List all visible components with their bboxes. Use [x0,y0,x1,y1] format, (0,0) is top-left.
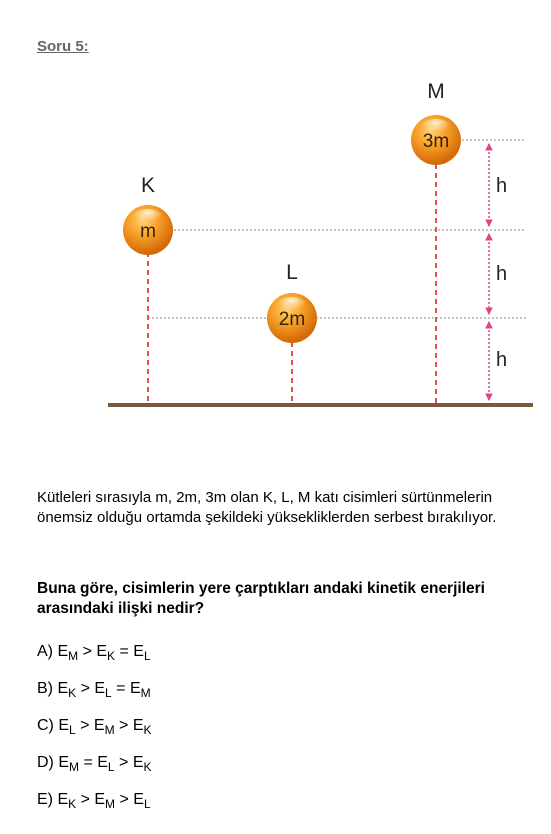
option-operator: > [114,717,133,734]
option-letter: D) [37,754,59,771]
energy-symbol: E [129,680,141,697]
object-letter-m: M [427,80,445,103]
question-text: Buna göre, cisimlerin yere çarptıkları andaki kinetik enerjileri arasındaki ilişki nedir? [37,580,485,617]
energy-symbol: E [132,754,144,771]
energy-symbol: E [94,680,106,697]
energy-subscript: M [140,686,151,700]
energy-subscript: K [143,760,152,774]
mass-label-l: 2m [278,309,306,330]
energy-symbol: E [133,791,144,808]
energy-symbol: E [133,643,144,660]
option-c[interactable] [37,714,152,751]
object-letter-k: K [140,174,156,197]
ground-line [108,403,533,407]
energy-symbol: E [97,754,108,771]
height-label-1: h [496,175,508,197]
energy-subscript: L [105,686,112,700]
question-number: Soru 5: [37,38,89,55]
energy-subscript: M [105,797,116,811]
option-operator: = [79,754,98,771]
energy-subscript: K [107,649,116,663]
energy-symbol: E [57,791,69,808]
energy-symbol: E [96,643,108,660]
option-letter: E) [37,791,58,808]
energy-symbol: E [58,717,69,734]
height-markers [486,144,492,400]
option-operator: > [76,791,95,808]
height-label-2: h [496,263,508,285]
mass-label-m: 3m [422,131,450,152]
option-d[interactable] [37,751,152,788]
height-label-3: h [496,349,508,371]
option-a[interactable] [37,640,152,677]
option-operator: > [115,791,134,808]
energy-subscript: L [69,723,76,737]
energy-symbol: E [94,791,106,808]
option-operator: > [76,680,95,697]
energy-subscript: M [68,649,79,663]
option-letter: A) [37,643,58,660]
physics-figure [0,70,551,420]
option-operator: > [114,754,133,771]
energy-symbol: E [57,680,69,697]
answer-options [37,640,152,825]
option-operator: > [78,643,97,660]
option-e[interactable] [37,788,152,825]
option-operator: > [75,717,94,734]
energy-symbol: E [93,717,105,734]
option-operator: = [115,643,134,660]
energy-subscript: L [143,797,151,811]
energy-subscript: L [143,649,151,663]
option-letter: C) [37,717,59,734]
object-letter-l: L [286,261,298,284]
option-letter: B) [37,680,58,697]
option-b[interactable] [37,677,152,714]
energy-symbol: E [132,717,144,734]
mass-label-k: m [140,221,156,242]
energy-symbol: E [58,754,69,771]
energy-subscript: K [143,723,152,737]
energy-subscript: K [68,797,77,811]
option-operator: = [111,680,130,697]
problem-statement: Kütleleri sırasıyla m, 2m, 3m olan K, L, M katı cisimleri sürtünmelerin önemsiz olduğu ortamda şekildeki yüksekliklerden serbest bırakılıyor. [37,489,497,526]
energy-subscript: M [104,723,115,737]
energy-subscript: L [107,760,115,774]
energy-symbol: E [57,643,69,660]
energy-subscript: M [69,760,79,774]
energy-subscript: K [68,686,77,700]
